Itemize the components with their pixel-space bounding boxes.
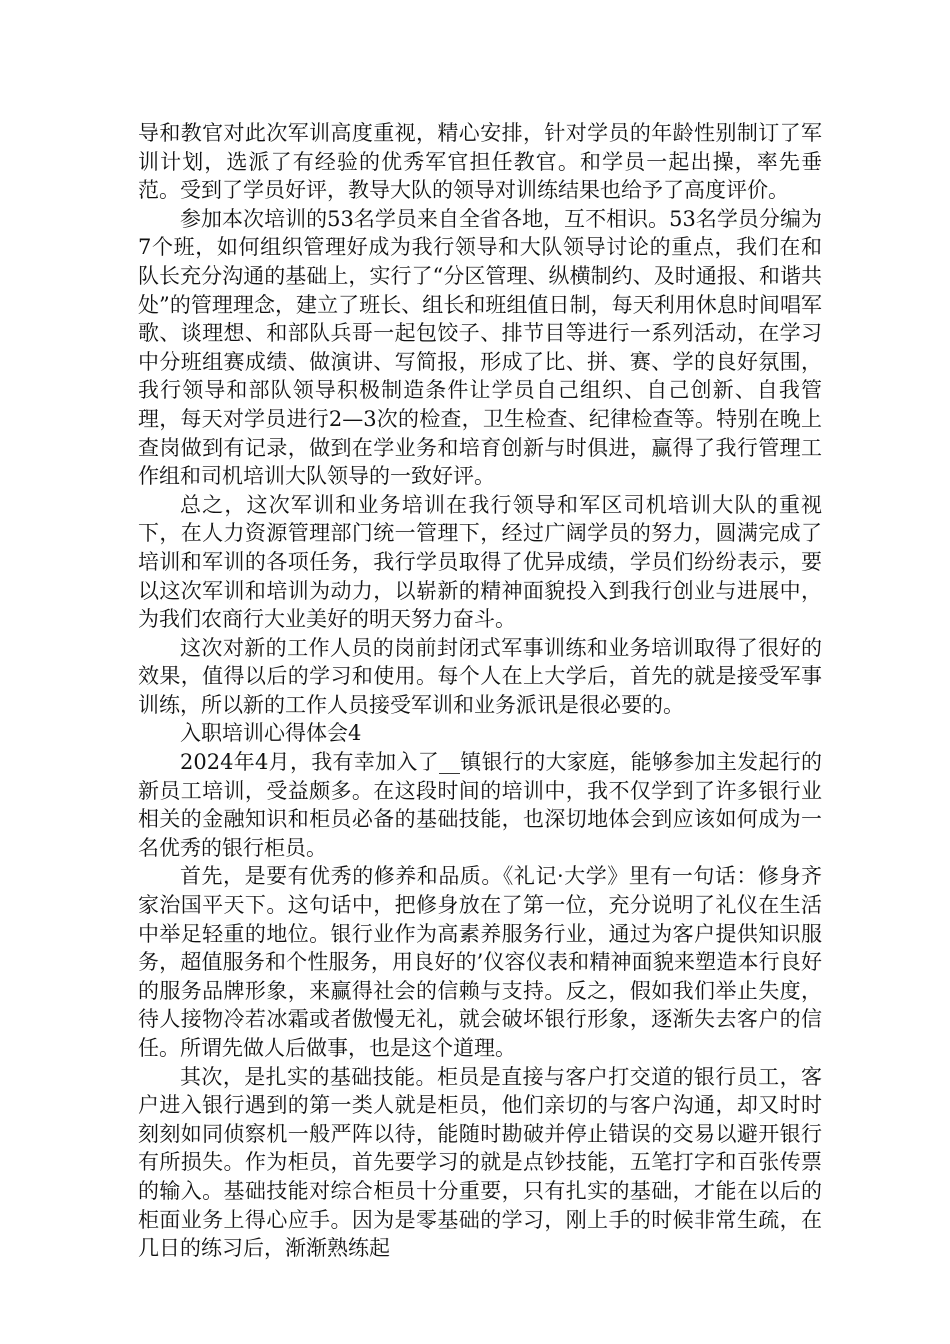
paragraph-basic-skills: 其次，是扎实的基础技能。柜员是直接与客户打交道的银行员工，客户进入银行遇到的第一类人就是柜员，他们亲切的与客户沟通，却又时时刻刻如同侦察机一般严阵以待，能随时勘破并停止错误的交易以避开银行有所损失。作为柜员，首先要学习的就是点钞技能，五笔打字和百张传票的输入。基础技能对综合柜员十分重要，只有扎实的基础，才能在以后的柜面业务上得心应手。因为是零基础的学习，刚上手的时候非常生疏，在几日的练习后，渐渐熟练起: [138, 1064, 822, 1261]
paragraph-continued: 导和教官对此次军训高度重视，精心安排，针对学员的年龄性别制订了军训计划，选派了有经验的优秀军官担任教官。和学员一起出操，率先垂范。受到了学员好评，教导大队的领导对训练结果也给予了高度评价。: [138, 121, 822, 203]
paragraph-cultivation: 首先，是要有优秀的修养和品质。《礼记·大学》里有一句话：修身齐家治国平天下。这句话中，把修身放在了第一位，充分说明了礼仪在生活中举足轻重的地位。银行业作为高素养服务行业，通过为客户提供知识服务，超值服务和个性服务，用良好的’仪容仪表和精神面貌来塑造本行良好的服务品牌形象，来赢得社会的信赖与支持。反之，假如我们举止失度，待人接物冷若冰霜或者傲慢无礼，就会破坏银行形象，逐渐失去客户的信任。所谓先做人后做事，也是这个道理。: [138, 864, 822, 1060]
document-page: [138, 119, 822, 1263]
paragraph-joining-bank: 2024年4月，我有幸加入了__镇银行的大家庭，能够参加主发起行的新员工培训，受益颇多。在这段时间的培训中，我不仅学到了许多银行业相关的金融知识和柜员必备的基础技能，也深切地体会到应该如何成为一名优秀的银行柜员。: [138, 750, 822, 860]
paragraph-effect: 这次对新的工作人员的岗前封闭式军事训练和业务培训取得了很好的效果，值得以后的学习和使用。每个人在上大学后，首先的就是接受军事训练，所以新的工作人员接受军训和业务派讯是很必要的。: [138, 635, 822, 717]
paragraph-trainee-management: 参加本次培训的53名学员来自全省各地，互不相识。53名学员分编为7个班，如何组织管理好成为我行领导和大队领导讨论的重点，我们在和队长充分沟通的基础上，实行了“分区管理、纵横制约、及时通报、和谐共处”的管理理念，建立了班长、组长和班组值日制，每天利用休息时间唱军歌、谈理想、和部队兵哥一起包饺子、排节目等进行一系列活动，在学习中分班组赛成绩、做演讲、写简报，形成了比、拼、赛、学的良好氛围，我行领导和部队领导积极制造条件让学员自己组织、自己创新、自我管理，每天对学员进行2—3次的检查，卫生检查、纪律检查等。特别在晚上查岗做到有记录，做到在学业务和培育创新与时俱进，赢得了我行管理工作组和司机培训大队领导的一致好评。: [138, 206, 822, 489]
section-heading: 入职培训心得体会4: [180, 721, 362, 746]
paragraph-summary: 总之，这次军训和业务培训在我行领导和军区司机培训大队的重视下，在人力资源管理部门统一管理下，经过广阔学员的努力，圆满完成了培训和军训的各项任务，我行学员取得了优异成绩，学员们纷纷表示，要以这次军训和培训为动力，以崭新的精神面貌投入到我行创业与进展中，为我们农商行大业美好的明天努力奋斗。: [138, 492, 822, 632]
